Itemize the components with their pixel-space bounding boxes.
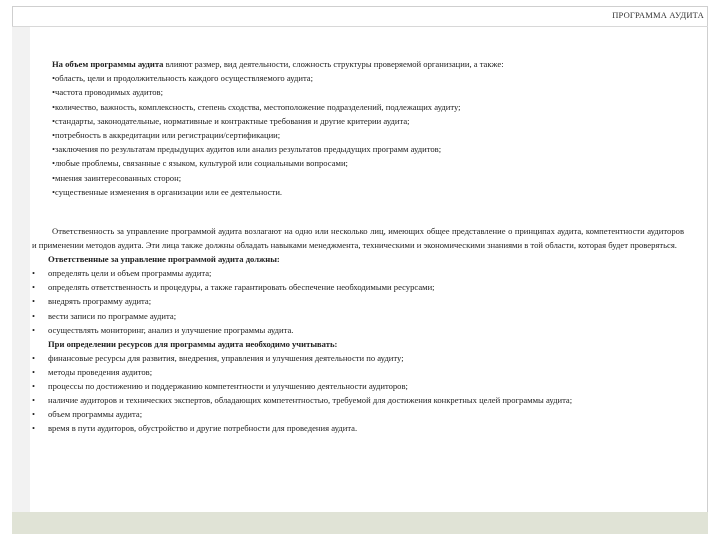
left-decor-bar (12, 27, 30, 528)
duty-item (32, 280, 684, 294)
resource-text: наличие аудиторов и технических экспертов, обладающих компетентностью, требуемой для достижения конкретных целей программы аудита; (48, 395, 573, 406)
bullet-icon: • (32, 381, 36, 392)
duty-text: внедрять программу аудита; (48, 296, 152, 307)
scope-section (52, 57, 692, 199)
bullet-icon: • (32, 366, 36, 377)
duty-text: определять ответственность и процедуры, а также гарантировать обеспечение необходимыми ресурсами; (48, 282, 435, 293)
duty-text: осуществлять мониторинг, анализ и улучшение программы аудита. (48, 324, 294, 335)
bullet-icon: • (32, 352, 36, 363)
bullet-icon: • (32, 310, 36, 321)
resource-item (32, 393, 684, 407)
resources-heading: При определении ресурсов для программы аудита необходимо учитывать: (48, 338, 338, 349)
responsibility-paragraph: Ответственность за управление программой аудита возлагают на одно или несколько лиц, имеющих общее представление о принципах аудита, компетентности аудиторов и применении методов аудита. Эти лица также должны обладать навыками менеджмента, техническими и экономическими знаниями в той области, которая будет проверяться. (32, 226, 684, 251)
scope-item: •потребность в аккредитации или регистрации/сертификации; (52, 130, 281, 141)
scope-intro (52, 57, 692, 71)
duties-heading: Ответственные за управление программой аудита должны: (48, 254, 280, 265)
scope-item: •стандарты, законодательные, нормативные и контрактные требования и другие критерии аудита; (52, 115, 410, 126)
duty-item (32, 323, 684, 337)
duty-item (32, 266, 684, 280)
bullet-icon: • (32, 282, 36, 293)
resource-item (32, 407, 684, 421)
bullet-icon: • (32, 324, 36, 335)
scope-intro-bold: На объем программы аудита (52, 59, 164, 69)
bullet-icon: • (32, 409, 36, 420)
scope-item: •существенные изменения в организации или ее деятельности. (52, 186, 283, 197)
scope-item: •количество, важность, комплексность, степень сходства, местоположение подразделений, подлежащих аудиту; (52, 101, 461, 112)
responsibility-section (32, 224, 684, 435)
scope-item: •область, цели и продолжительность каждого осуществляемого аудита; (52, 73, 314, 84)
bottom-decor-bar (12, 512, 708, 534)
duty-item (32, 309, 684, 323)
duty-text: определять цели и объем программы аудита; (48, 268, 212, 279)
resource-text: время в пути аудиторов, обустройство и другие потребности для проведения аудита. (48, 423, 358, 434)
bullet-icon: • (32, 395, 36, 406)
resource-text: финансовые ресурсы для развития, внедрения, управления и улучшения деятельности по аудиту; (48, 352, 404, 363)
bullet-icon: • (32, 268, 36, 279)
scope-item: •мнения заинтересованных сторон; (52, 172, 182, 183)
resource-item (32, 365, 684, 379)
header-divider (12, 26, 708, 27)
scope-item: •любые проблемы, связанные с языком, культурой или социальными вопросами; (52, 158, 348, 169)
scope-item: •заключения по результатам предыдущих аудитов или анализ результатов предыдущих программ аудитов; (52, 144, 442, 155)
resource-text: методы проведения аудитов; (48, 366, 153, 377)
resource-text: процессы по достижению и поддержанию компетентности и улучшению деятельности аудиторов; (48, 381, 408, 392)
resource-item (32, 421, 684, 435)
scope-item: •частота проводимых аудитов; (52, 87, 163, 98)
bullet-icon: • (32, 296, 36, 307)
resource-item (32, 379, 684, 393)
scope-intro-rest: влияют размер, вид деятельности, сложность структуры проверяемой организации, а также: (163, 59, 504, 69)
resource-item (32, 351, 684, 365)
duty-item (32, 294, 684, 308)
slide-title: ПРОГРАММА АУДИТА (612, 10, 704, 20)
bullet-icon: • (32, 423, 36, 434)
duty-text: вести записи по программе аудита; (48, 310, 177, 321)
resource-text: объем программы аудита; (48, 409, 143, 420)
